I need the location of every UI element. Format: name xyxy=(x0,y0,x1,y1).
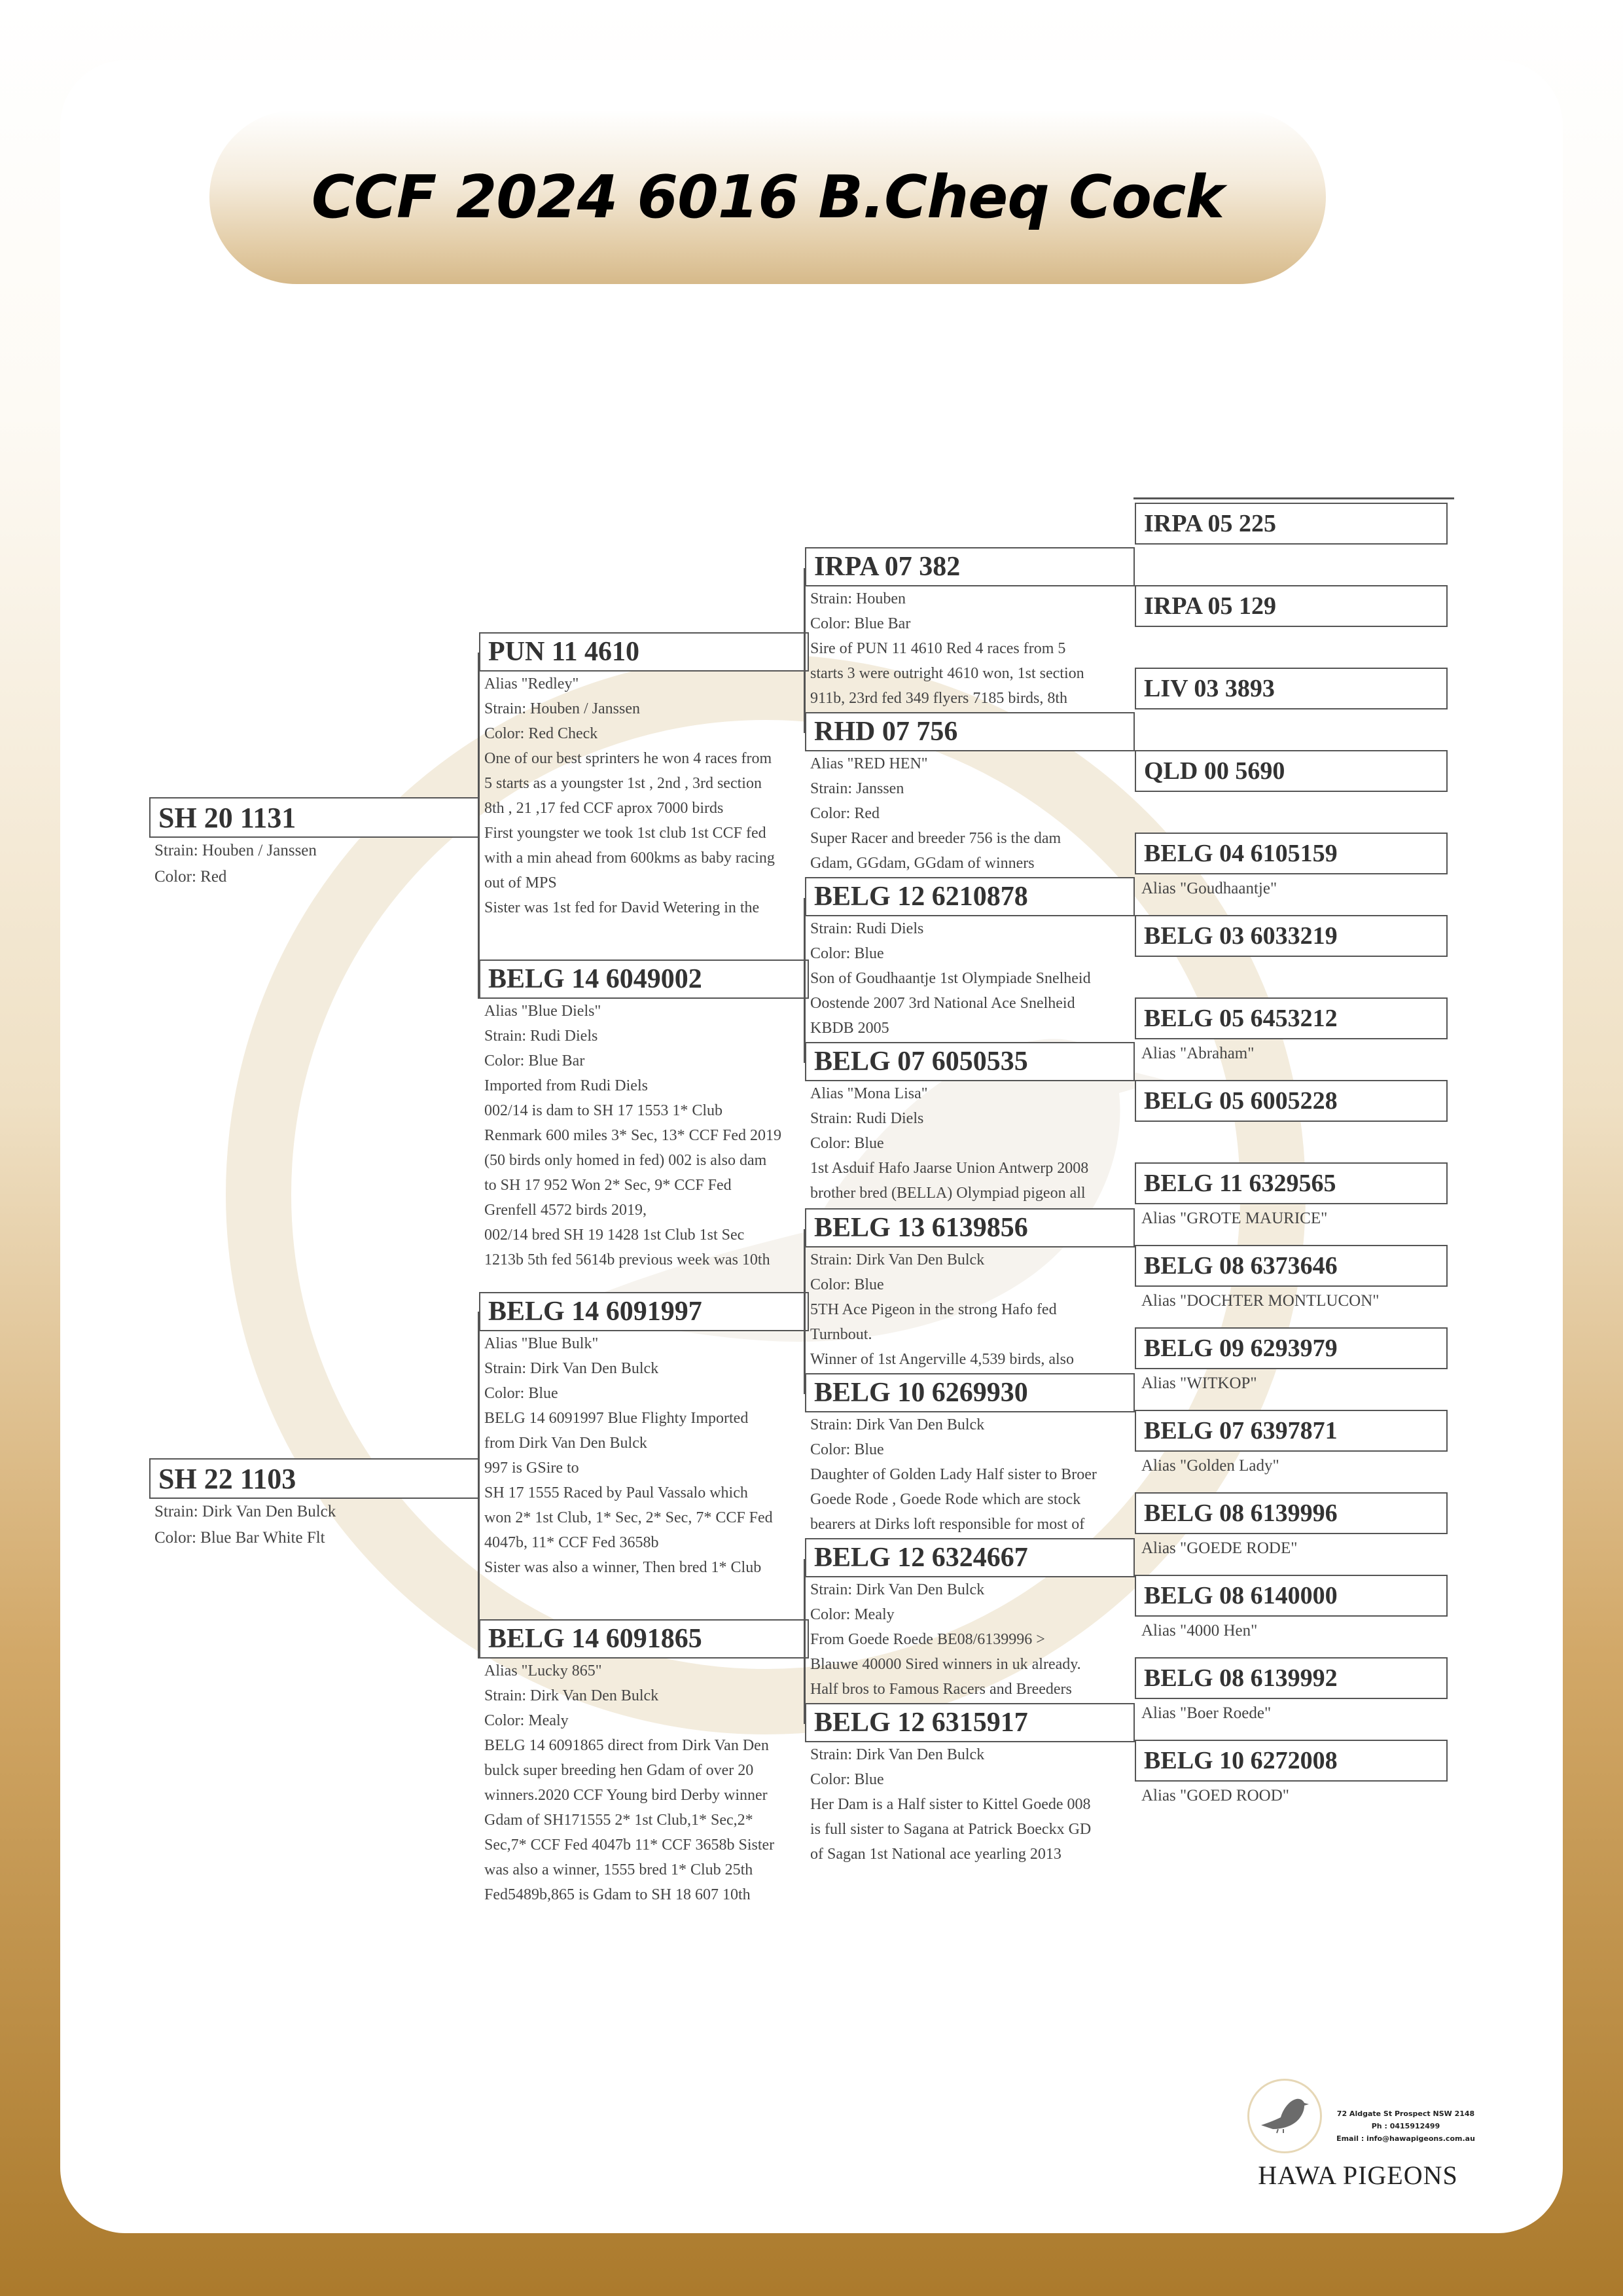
gen2-bird xyxy=(479,1619,809,1907)
ring-number: BELG 07 6397871 xyxy=(1135,1410,1448,1452)
bird-alias: Alias "WITKOP" xyxy=(1141,1374,1257,1392)
ring-number: IRPA 05 225 xyxy=(1135,503,1448,545)
detail-line: Color: Mealy xyxy=(484,1712,569,1729)
email-text: Email : info@hawapigeons.com.au xyxy=(1336,2134,1475,2143)
ring-number: BELG 12 6210878 xyxy=(805,877,1135,916)
detail-line: Gdam, GGdam, GGdam of winners xyxy=(810,855,1035,872)
ring-number: BELG 08 6139996 xyxy=(1135,1492,1448,1534)
detail-line: Blauwe 40000 Sired winners in uk already. xyxy=(810,1656,1081,1673)
gen3-bird xyxy=(805,712,1135,876)
ring-number: BELG 11 6329565 xyxy=(1135,1162,1448,1204)
bird-details xyxy=(805,1742,1131,1867)
bird-details xyxy=(805,1577,1131,1702)
detail-line: Strain: Janssen xyxy=(810,780,904,797)
bird-details xyxy=(149,1499,479,1551)
gen2-bird xyxy=(479,960,809,1272)
detail-line: Alias "Blue Bulk" xyxy=(484,1335,599,1352)
detail-line: Color: Blue Bar xyxy=(484,1052,585,1069)
detail-line: Alias "Redley" xyxy=(484,675,579,692)
ring-number: BELG 12 6324667 xyxy=(805,1538,1135,1577)
ring-number: BELG 05 6005228 xyxy=(1135,1080,1448,1122)
bird-details xyxy=(805,1412,1131,1537)
detail-line: Turnbout. xyxy=(810,1326,872,1343)
bird-details xyxy=(805,586,1131,711)
gen2-bird xyxy=(479,632,809,920)
gen4-bird xyxy=(1135,503,1448,545)
detail-line: Grenfell 4572 birds 2019, xyxy=(484,1202,647,1219)
detail-line: Oostende 2007 3rd National Ace Snelheid xyxy=(810,995,1075,1012)
detail-line: Strain: Dirk Van Den Bulck xyxy=(810,1251,985,1268)
bird-details xyxy=(805,1247,1131,1372)
gen4-bird xyxy=(1135,1492,1448,1563)
hawa-logo xyxy=(1247,2079,1322,2153)
detail-line: Color: Blue xyxy=(810,1135,884,1152)
detail-line: Strain: Rudi Diels xyxy=(810,1110,924,1127)
ring-number: IRPA 05 129 xyxy=(1135,585,1448,627)
gen4-bird xyxy=(1135,1327,1448,1398)
brand-name: HAWA PIGEONS xyxy=(1258,2161,1458,2190)
detail-line: Strain: Rudi Diels xyxy=(810,920,924,937)
gen4-bird xyxy=(1135,915,1448,957)
detail-line: of Sagan 1st National ace yearling 2013 xyxy=(810,1846,1061,1863)
detail-line: Renmark 600 miles 3* Sec, 13* CCF Fed 2019 xyxy=(484,1127,781,1144)
bird-alias: Alias "DOCHTER MONTLUCON" xyxy=(1141,1292,1380,1310)
detail-line: Color: Blue xyxy=(484,1385,558,1402)
detail-line: (50 birds only homed in fed) 002 is also dam xyxy=(484,1152,767,1169)
gen4-bird xyxy=(1135,668,1448,709)
detail-line: Color: Mealy xyxy=(810,1606,895,1623)
detail-line: winners.2020 CCF Young bird Derby winner xyxy=(484,1787,768,1804)
address-text: 72 Aldgate St Prospect NSW 2148 xyxy=(1336,2109,1475,2118)
ring-number: BELG 05 6453212 xyxy=(1135,997,1448,1039)
detail-line: 5TH Ace Pigeon in the strong Hafo fed xyxy=(810,1301,1057,1318)
detail-line: out of MPS xyxy=(484,874,557,891)
bird-alias: Alias "GROTE MAURICE" xyxy=(1141,1210,1328,1227)
detail-line: 002/14 bred SH 19 1428 1st Club 1st Sec xyxy=(484,1227,745,1244)
detail-line: from Dirk Van Den Bulck xyxy=(484,1435,647,1452)
detail-line: Sister was 1st fed for David Wetering in the xyxy=(484,899,760,916)
ring-number: LIV 03 3893 xyxy=(1135,668,1448,709)
ring-number: BELG 08 6139992 xyxy=(1135,1657,1448,1699)
bird-alias: Alias "Golden Lady" xyxy=(1141,1457,1279,1475)
ring-number: PUN 11 4610 xyxy=(479,632,809,672)
bird-details xyxy=(805,1081,1131,1206)
detail-line: with a min ahead from 600kms as baby racing xyxy=(484,850,775,867)
detail-line: First youngster we took 1st club 1st CCF fed xyxy=(484,825,766,842)
ring-number: BELG 04 6105159 xyxy=(1135,833,1448,874)
gen4-bird xyxy=(1135,1575,1448,1645)
detail-line: Color: Red xyxy=(154,868,227,886)
bird-alias: Alias "Abraham" xyxy=(1141,1045,1255,1062)
gen3-bird xyxy=(805,1208,1135,1372)
bird-details xyxy=(805,916,1131,1041)
contact-block xyxy=(1335,2108,1476,2145)
ring-number: QLD 00 5690 xyxy=(1135,750,1448,792)
detail-line: Color: Blue Bar xyxy=(810,615,911,632)
connector-line xyxy=(804,1559,806,1724)
ring-number: BELG 13 6139856 xyxy=(805,1208,1135,1247)
bird-alias: Alias "GOEDE RODE" xyxy=(1141,1539,1298,1557)
detail-line: Half bros to Famous Racers and Breeders xyxy=(810,1681,1072,1698)
gen4-bird xyxy=(1135,833,1448,903)
detail-line: Color: Blue xyxy=(810,1771,884,1788)
gen4-bird xyxy=(1135,1657,1448,1728)
detail-line: Gdam of SH171555 2* 1st Club,1* Sec,2* xyxy=(484,1812,753,1829)
detail-line: Winner of 1st Angerville 4,539 birds, also xyxy=(810,1351,1074,1368)
gen3-bird xyxy=(805,1373,1135,1537)
detail-line: Strain: Dirk Van Den Bulck xyxy=(810,1416,985,1433)
gen2-bird xyxy=(479,1292,809,1580)
gen4-bird xyxy=(1135,1162,1448,1233)
phone-text: Ph : 0415912499 xyxy=(1371,2122,1440,2130)
detail-line: From Goede Roede BE08/6139996 > xyxy=(810,1631,1045,1648)
detail-line: Daughter of Golden Lady Half sister to Broer xyxy=(810,1466,1097,1483)
detail-line: Color: Red xyxy=(810,805,880,822)
connector-line xyxy=(478,653,480,999)
detail-line: 8th , 21 ,17 fed CCF aprox 7000 birds xyxy=(484,800,724,817)
detail-line: Alias "Mona Lisa" xyxy=(810,1085,928,1102)
ring-number: BELG 03 6033219 xyxy=(1135,915,1448,957)
connector-line xyxy=(804,898,806,1063)
detail-line: Strain: Dirk Van Den Bulck xyxy=(484,1687,659,1704)
detail-line: Alias "RED HEN" xyxy=(810,755,928,772)
bird-details xyxy=(479,1331,805,1580)
detail-line: BELG 14 6091997 Blue Flighty Imported xyxy=(484,1410,749,1427)
connector-line xyxy=(804,1229,806,1394)
detail-line: 997 is GSire to xyxy=(484,1460,579,1477)
bird-alias: Alias "GOED ROOD" xyxy=(1141,1787,1289,1804)
detail-line: 911b, 23rd fed 349 flyers 7185 birds, 8th xyxy=(810,690,1068,707)
gen4-bird xyxy=(1135,997,1448,1068)
detail-line: Color: Blue xyxy=(810,1276,884,1293)
detail-line: Sister was also a winner, Then bred 1* Club xyxy=(484,1559,762,1576)
title-banner xyxy=(209,110,1326,284)
detail-line: BELG 14 6091865 direct from Dirk Van Den xyxy=(484,1737,769,1754)
gen4-bird xyxy=(1135,1740,1448,1810)
detail-line: 1st Asduif Hafo Jaarse Union Antwerp 2008 xyxy=(810,1160,1089,1177)
detail-line: won 2* 1st Club, 1* Sec, 2* Sec, 7* CCF Fed xyxy=(484,1509,773,1526)
gen4-bird xyxy=(1135,585,1448,627)
ring-number: IRPA 07 382 xyxy=(805,547,1135,586)
detail-line: Strain: Houben xyxy=(810,590,906,607)
ring-number: BELG 12 6315917 xyxy=(805,1703,1135,1742)
detail-line: 002/14 is dam to SH 17 1553 1* Club xyxy=(484,1102,723,1119)
detail-line: 4047b, 11* CCF Fed 3658b xyxy=(484,1534,659,1551)
detail-line: Strain: Houben / Janssen xyxy=(154,842,317,859)
ring-number: BELG 07 6050535 xyxy=(805,1042,1135,1081)
detail-line: Super Racer and breeder 756 is the dam xyxy=(810,830,1061,847)
detail-line: Strain: Rudi Diels xyxy=(484,1028,598,1045)
ring-number: BELG 08 6373646 xyxy=(1135,1245,1448,1287)
detail-line: Color: Blue Bar White Flt xyxy=(154,1529,325,1547)
detail-line: Imported from Rudi Diels xyxy=(484,1077,648,1094)
detail-line: Fed5489b,865 is Gdam to SH 18 607 10th xyxy=(484,1886,751,1903)
detail-line: bulck super breeding hen Gdam of over 20 xyxy=(484,1762,754,1779)
page-title: CCF 2024 6016 B.Cheq Cock xyxy=(311,162,1224,232)
ring-number: RHD 07 756 xyxy=(805,712,1135,751)
bird-details xyxy=(479,999,805,1272)
gen3-bird xyxy=(805,1538,1135,1702)
detail-line: starts 3 were outright 4610 won, 1st section xyxy=(810,665,1084,682)
pigeon-logo-icon xyxy=(1258,2094,1310,2134)
bird-alias: Alias "4000 Hen" xyxy=(1141,1622,1258,1640)
ring-number: SH 20 1131 xyxy=(149,797,479,838)
gen3-bird xyxy=(805,547,1135,711)
gen4-bird xyxy=(1135,1410,1448,1480)
detail-line: Alias "Lucky 865" xyxy=(484,1662,602,1679)
detail-line: Strain: Dirk Van Den Bulck xyxy=(810,1746,985,1763)
gen3-bird xyxy=(805,877,1135,1041)
detail-line: bearers at Dirks loft responsible for most of xyxy=(810,1516,1085,1533)
top-rule xyxy=(1133,497,1454,499)
detail-line: brother bred (BELLA) Olympiad pigeon all xyxy=(810,1185,1086,1202)
detail-line: KBDB 2005 xyxy=(810,1020,889,1037)
bird-alias: Alias "Boer Roede" xyxy=(1141,1704,1272,1722)
ring-number: BELG 09 6293979 xyxy=(1135,1327,1448,1369)
gen1-bird xyxy=(149,797,479,890)
detail-line: SH 17 1555 Raced by Paul Vassalo which xyxy=(484,1484,748,1501)
detail-line: Alias "Blue Diels" xyxy=(484,1003,601,1020)
ring-number: BELG 14 6091865 xyxy=(479,1619,809,1659)
detail-line: 5 starts as a youngster 1st , 2nd , 3rd section xyxy=(484,775,762,792)
detail-line: Her Dam is a Half sister to Kittel Goede 008 xyxy=(810,1796,1091,1813)
gen4-bird xyxy=(1135,1245,1448,1316)
connector-line xyxy=(478,1312,480,1659)
gen3-bird xyxy=(805,1703,1135,1867)
detail-line: 1213b 5th fed 5614b previous week was 10th xyxy=(484,1251,770,1268)
detail-line: One of our best sprinters he won 4 races from xyxy=(484,750,772,767)
detail-line: Strain: Dirk Van Den Bulck xyxy=(810,1581,985,1598)
bird-details xyxy=(479,1659,805,1907)
detail-line: Strain: Dirk Van Den Bulck xyxy=(154,1503,336,1520)
connector-line xyxy=(804,568,806,733)
gen1-bird xyxy=(149,1458,479,1551)
detail-line: Son of Goudhaantje 1st Olympiade Snelheid xyxy=(810,970,1091,987)
detail-line: Color: Blue xyxy=(810,1441,884,1458)
ring-number: BELG 14 6091997 xyxy=(479,1292,809,1331)
ring-number: BELG 14 6049002 xyxy=(479,960,809,999)
gen3-bird xyxy=(805,1042,1135,1206)
bird-alias: Alias "Goudhaantje" xyxy=(1141,880,1277,897)
detail-line: Color: Red Check xyxy=(484,725,598,742)
bird-details xyxy=(149,838,479,890)
detail-line: Sire of PUN 11 4610 Red 4 races from 5 xyxy=(810,640,1066,657)
gen4-bird xyxy=(1135,750,1448,792)
detail-line: Color: Blue xyxy=(810,945,884,962)
ring-number: SH 22 1103 xyxy=(149,1458,479,1499)
ring-number: BELG 08 6140000 xyxy=(1135,1575,1448,1617)
ring-number: BELG 10 6272008 xyxy=(1135,1740,1448,1782)
detail-line: Strain: Houben / Janssen xyxy=(484,700,640,717)
detail-line: to SH 17 952 Won 2* Sec, 9* CCF Fed xyxy=(484,1177,732,1194)
detail-line: Strain: Dirk Van Den Bulck xyxy=(484,1360,659,1377)
detail-line: Sec,7* CCF Fed 4047b 11* CCF 3658b Sister xyxy=(484,1837,775,1854)
detail-line: Goede Rode , Goede Rode which are stock xyxy=(810,1491,1081,1508)
ring-number: BELG 10 6269930 xyxy=(805,1373,1135,1412)
bird-details xyxy=(805,751,1131,876)
detail-line: was also a winner, 1555 bred 1* Club 25th xyxy=(484,1861,753,1878)
detail-line: is full sister to Sagana at Patrick Boeckx GD xyxy=(810,1821,1092,1838)
bird-details xyxy=(479,672,805,920)
gen4-bird xyxy=(1135,1080,1448,1122)
